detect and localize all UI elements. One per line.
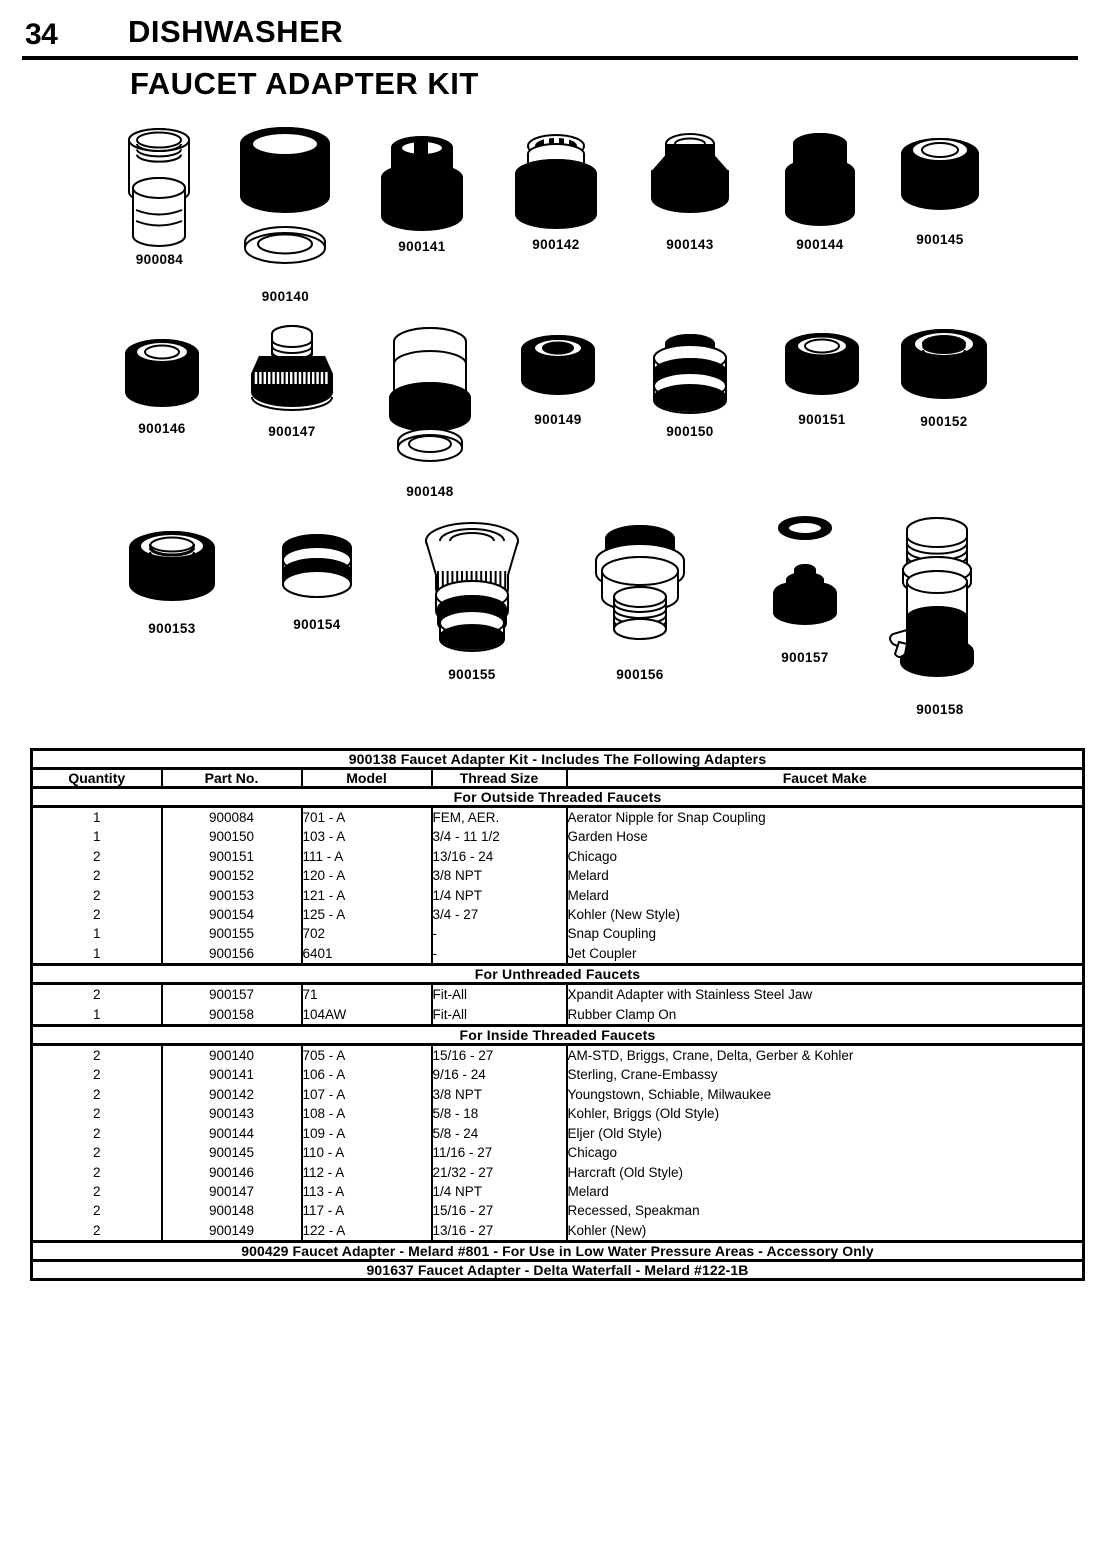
part-label: 900146 <box>138 421 186 436</box>
column-header-row <box>32 769 1084 788</box>
cell-model: 701 - A <box>302 810 346 825</box>
cell-thread-size: 3/8 NPT <box>432 868 483 884</box>
cell-model: 121 - A <box>302 887 346 903</box>
part-label: 900147 <box>268 424 316 439</box>
section-heading: For Inside Threaded Faucets <box>32 1026 1084 1045</box>
part-label: 900151 <box>798 412 846 427</box>
part-label: 900152 <box>920 414 968 429</box>
cell-thread-size: 15/16 - 27 <box>432 1048 494 1064</box>
cell-part-no: 900153 <box>208 887 255 903</box>
cell-faucet-make: Melard <box>567 887 609 903</box>
part-900156 <box>580 515 700 682</box>
kit-heading-row <box>32 750 1084 769</box>
cell-faucet-make: AM-STD, Briggs, Crane, Delta, Gerber & Kohler <box>567 1048 854 1064</box>
cell-part-no: 900141 <box>208 1067 255 1083</box>
cell-quantity: 1 <box>92 926 101 942</box>
cell-faucet-make: Recessed, Speakman <box>567 1203 700 1219</box>
aerator-nipple-icon <box>112 118 207 248</box>
cell-thread-size: 21/32 - 27 <box>432 1164 494 1180</box>
column-header-faucet-make: Faucet Make <box>567 769 1084 788</box>
cell-faucet-make: Snap Coupling <box>567 926 657 942</box>
cell-faucet-make: Kohler (New) <box>567 1222 647 1238</box>
part-900158 <box>885 510 995 717</box>
column-model <box>302 807 432 965</box>
cell-thread-size: 9/16 - 24 <box>432 1067 486 1083</box>
part-900145 <box>890 128 990 247</box>
column-quantity <box>32 984 162 1026</box>
page-title: FAUCET ADAPTER KIT <box>130 66 479 101</box>
part-900144 <box>770 128 870 252</box>
column-faucet-make <box>567 807 1084 965</box>
cell-quantity: 2 <box>92 1203 101 1219</box>
part-900157 <box>750 510 860 665</box>
cell-quantity: 1 <box>92 1006 101 1022</box>
column-header-quantity: Quantity <box>32 769 162 788</box>
cell-faucet-make: Kohler, Briggs (Old Style) <box>567 1106 720 1122</box>
part-900084 <box>112 118 207 267</box>
cell-part-no: 900152 <box>208 868 255 884</box>
cell-quantity: 2 <box>92 1106 101 1122</box>
cell-faucet-make: Rubber Clamp On <box>567 1006 677 1022</box>
adapter-slot-icon <box>372 130 472 235</box>
flat-ring-nut-icon <box>508 328 608 408</box>
cell-quantity: 2 <box>92 1183 101 1199</box>
cell-model: 110 - A <box>302 1145 345 1161</box>
cell-faucet-make: Jet Coupler <box>567 945 637 961</box>
cell-part-no: 900146 <box>208 1164 255 1180</box>
section-heading: For Unthreaded Faucets <box>32 965 1084 984</box>
section-data-block <box>32 1045 1084 1242</box>
part-900143 <box>640 128 740 252</box>
cell-quantity: 2 <box>92 987 101 1003</box>
cell-thread-size: Fit-All <box>432 1006 467 1022</box>
part-label: 900145 <box>916 232 964 247</box>
cell-quantity: 2 <box>92 848 101 864</box>
part-900148 <box>375 320 485 499</box>
section-data-block <box>32 984 1084 1026</box>
part-label: 900155 <box>448 667 496 682</box>
cell-part-no: 900084 <box>208 810 255 825</box>
cell-thread-size: 15/16 - 27 <box>432 1203 494 1219</box>
adapter-tall-icon <box>770 128 870 233</box>
cell-quantity: 2 <box>92 1048 101 1064</box>
knurled-nut-icon <box>120 522 224 617</box>
footer-note: 900429 Faucet Adapter - Melard #801 - For Use in Low Water Pressure Areas - Accessory Only <box>32 1242 1084 1261</box>
column-faucet-make <box>567 1045 1084 1242</box>
rubber-clamp-icon <box>885 510 995 698</box>
page-number: 34 <box>25 18 58 51</box>
section-data-block <box>32 807 1084 965</box>
cell-faucet-make: Melard <box>567 1183 609 1199</box>
part-900140 <box>228 120 343 304</box>
cell-thread-size: - <box>432 945 437 961</box>
cell-thread-size: 3/4 - 27 <box>432 907 479 923</box>
cell-thread-size: Fit-All <box>432 987 467 1003</box>
cell-quantity: 2 <box>92 868 101 884</box>
column-part-no <box>162 807 302 965</box>
cell-part-no: 900148 <box>208 1203 255 1219</box>
cell-quantity: 2 <box>92 1125 101 1141</box>
cell-faucet-make: Eljer (Old Style) <box>567 1125 663 1141</box>
section-heading-row <box>32 1026 1084 1045</box>
cell-model: 103 - A <box>302 829 346 845</box>
column-model <box>302 1045 432 1242</box>
cell-quantity: 2 <box>92 887 101 903</box>
cell-faucet-make: Youngstown, Schiable, Milwaukee <box>567 1086 772 1102</box>
cell-quantity: 2 <box>92 1067 101 1083</box>
part-900147 <box>240 322 344 439</box>
cell-model: 117 - A <box>302 1203 345 1219</box>
cell-part-no: 900140 <box>208 1048 255 1064</box>
section-heading-row <box>32 788 1084 807</box>
part-900153 <box>120 522 224 636</box>
cell-faucet-make: Xpandit Adapter with Stainless Steel Jaw <box>567 987 813 1003</box>
part-label: 900142 <box>532 237 580 252</box>
cell-faucet-make: Kohler (New Style) <box>567 907 681 923</box>
section-heading-row <box>32 965 1084 984</box>
cell-quantity: 1 <box>92 829 101 845</box>
cell-model: 107 - A <box>302 1086 346 1102</box>
parts-table <box>30 748 1085 1281</box>
cell-model: 109 - A <box>302 1125 346 1141</box>
adapter-ribbed-icon <box>506 128 606 233</box>
part-900146 <box>112 332 212 436</box>
cell-faucet-make: Harcraft (Old Style) <box>567 1164 684 1180</box>
column-header-part-no: Part No. <box>162 769 302 788</box>
cell-faucet-make: Melard <box>567 868 609 884</box>
cell-part-no: 900150 <box>208 829 255 845</box>
cell-faucet-make: Garden Hose <box>567 829 648 845</box>
column-thread-size <box>432 984 567 1026</box>
cell-model: 111 - A <box>302 848 344 864</box>
snap-coupling-icon <box>412 515 532 663</box>
cell-part-no: 900156 <box>208 945 255 961</box>
cell-model: 112 - A <box>302 1164 345 1180</box>
page-header <box>0 0 1100 101</box>
part-label: 900149 <box>534 412 582 427</box>
cell-thread-size: 3/4 - 11 1/2 <box>432 829 500 845</box>
adapter-cone-icon <box>640 128 740 233</box>
part-label: 900158 <box>916 702 964 717</box>
cell-faucet-make: Aerator Nipple for Snap Coupling <box>567 810 766 825</box>
part-label: 900148 <box>406 484 454 499</box>
threaded-nut-icon <box>890 322 998 410</box>
adapter-wide-ring-icon <box>890 128 990 228</box>
cell-model: 106 - A <box>302 1067 346 1083</box>
cell-thread-size: 1/4 NPT <box>432 1183 483 1199</box>
column-faucet-make <box>567 984 1084 1026</box>
cell-thread-size: 13/16 - 27 <box>432 1222 494 1238</box>
cell-part-no: 900149 <box>208 1222 255 1238</box>
section-title: DISHWASHER <box>128 14 344 49</box>
part-label: 900144 <box>796 237 844 252</box>
cell-part-no: 900158 <box>208 1006 255 1022</box>
part-900154 <box>265 528 369 632</box>
cell-model: 71 <box>302 987 318 1003</box>
plain-nut-icon <box>772 328 872 408</box>
cell-part-no: 900157 <box>208 987 255 1003</box>
cell-part-no: 900143 <box>208 1106 255 1122</box>
xpandit-oring-icon <box>750 510 860 646</box>
part-label: 900140 <box>261 289 310 304</box>
short-ring-nut-icon <box>112 332 212 417</box>
parts-table-container <box>30 748 1085 1281</box>
parts-diagram <box>0 110 1100 740</box>
cell-model: 104AW <box>302 1006 347 1022</box>
part-label: 900143 <box>666 237 714 252</box>
cell-faucet-make: Sterling, Crane-Embassy <box>567 1067 718 1083</box>
column-model <box>302 984 432 1026</box>
footer-note-row <box>32 1242 1084 1261</box>
part-900142 <box>506 128 606 252</box>
cell-model: 122 - A <box>302 1222 346 1238</box>
cell-quantity: 2 <box>92 1086 101 1102</box>
cell-thread-size: 13/16 - 24 <box>432 848 494 864</box>
cell-model: 702 <box>302 926 326 942</box>
part-900150 <box>640 328 740 439</box>
footer-note-row <box>32 1261 1084 1280</box>
cell-part-no: 900151 <box>208 848 255 864</box>
column-header-model: Model <box>302 769 432 788</box>
part-label: 900150 <box>666 424 714 439</box>
cell-quantity: 2 <box>92 1222 101 1238</box>
cell-quantity: 2 <box>92 907 101 923</box>
cell-part-no: 900154 <box>208 907 255 923</box>
kit-heading: 900138 Faucet Adapter Kit - Includes The Following Adapters <box>32 750 1084 769</box>
cell-model: 120 - A <box>302 868 346 884</box>
cell-thread-size: 11/16 - 27 <box>432 1145 493 1161</box>
column-thread-size <box>432 807 567 965</box>
column-header-thread-size: Thread Size <box>432 769 567 788</box>
cell-thread-size: 5/8 - 18 <box>432 1106 479 1122</box>
banded-nut-icon <box>640 328 740 420</box>
part-900149 <box>508 328 608 427</box>
part-900141 <box>372 130 472 254</box>
nut-with-washer-icon <box>228 120 343 285</box>
cell-thread-size: 3/8 NPT <box>432 1086 483 1102</box>
cell-quantity: 2 <box>92 1145 101 1161</box>
cell-model: 113 - A <box>302 1183 345 1199</box>
part-900151 <box>772 328 872 427</box>
footer-note: 901637 Faucet Adapter - Delta Waterfall - Melard #122-1B <box>32 1261 1084 1280</box>
section-heading: For Outside Threaded Faucets <box>32 788 1084 807</box>
cell-model: 108 - A <box>302 1106 346 1122</box>
part-900155 <box>412 515 532 682</box>
jet-coupler-icon <box>580 515 700 663</box>
cell-part-no: 900142 <box>208 1086 255 1102</box>
part-label: 900154 <box>293 617 341 632</box>
column-quantity <box>32 807 162 965</box>
tall-collar-washer-icon <box>375 320 485 480</box>
part-label: 900141 <box>398 239 446 254</box>
header-divider <box>22 56 1078 60</box>
cell-quantity: 2 <box>92 1164 101 1180</box>
column-thread-size <box>432 1045 567 1242</box>
part-label: 900156 <box>616 667 664 682</box>
cell-model: 705 - A <box>302 1048 346 1064</box>
cell-thread-size: 5/8 - 24 <box>432 1125 479 1141</box>
part-label: 900153 <box>148 621 196 636</box>
cell-model: 125 - A <box>302 907 346 923</box>
column-part-no <box>162 1045 302 1242</box>
cell-quantity: 1 <box>92 810 101 825</box>
cell-thread-size: 1/4 NPT <box>432 887 483 903</box>
cell-part-no: 900147 <box>208 1183 255 1199</box>
cell-thread-size: - <box>432 926 437 942</box>
cell-part-no: 900144 <box>208 1125 255 1141</box>
part-label: 900157 <box>781 650 829 665</box>
cell-part-no: 900145 <box>208 1145 255 1161</box>
cell-thread-size: FEM, AER. <box>432 810 500 825</box>
part-label: 900084 <box>135 252 184 267</box>
flanged-nut-icon <box>265 528 369 613</box>
column-quantity <box>32 1045 162 1242</box>
knurled-adapter-icon <box>240 322 344 420</box>
cell-part-no: 900155 <box>208 926 255 942</box>
cell-model: 6401 <box>302 945 333 961</box>
column-part-no <box>162 984 302 1026</box>
cell-faucet-make: Chicago <box>567 848 618 864</box>
cell-quantity: 1 <box>92 945 101 961</box>
part-900152 <box>890 322 998 429</box>
cell-faucet-make: Chicago <box>567 1145 618 1161</box>
